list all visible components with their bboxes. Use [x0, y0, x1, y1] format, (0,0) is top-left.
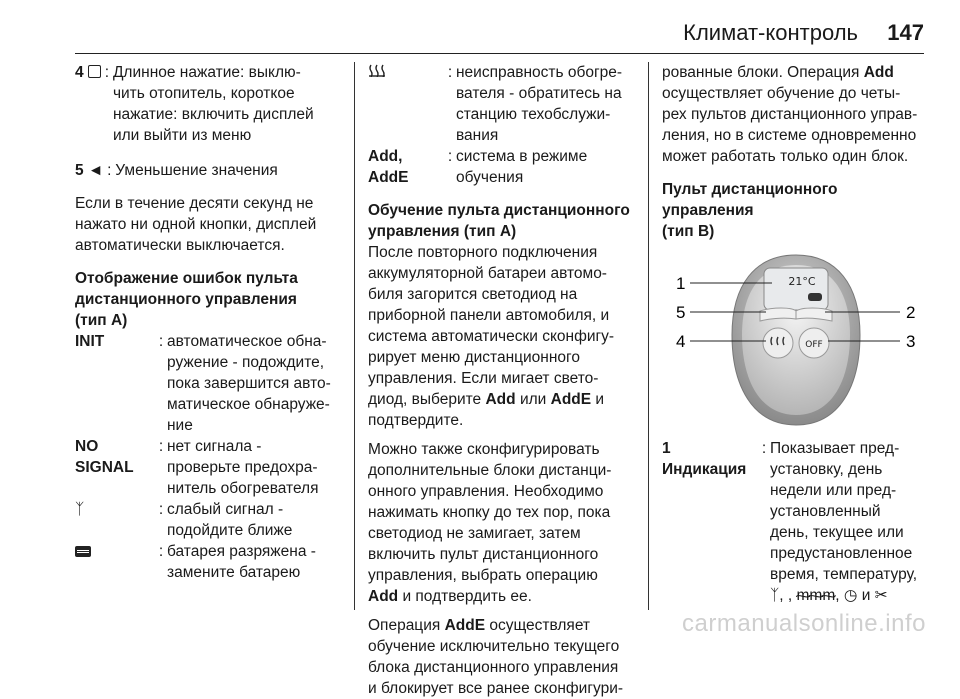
timeout-paragraph: Если в течение десяти секунд не нажато ни одной кнопки, дисплей автоматически выключается. [75, 195, 317, 254]
label-4: 4 [676, 332, 686, 351]
column-1 [75, 62, 345, 583]
label-3: 3 [906, 332, 916, 351]
continued-paragraph: рованные блоки. Операция Add осуществляет обучение до четы- рех пультов дистанционного управ- ления, но в системе одновременно может работать только один блок. [662, 64, 918, 165]
label-5: 5 [676, 303, 686, 322]
learning-paragraph-3: Операция AddE осуществляет обучение исключительно текущего блока дистанционного управления и блокирует все ранее сконфигури- [368, 617, 624, 697]
page-header [0, 0, 960, 46]
chapter-title: Климат-контроль [683, 20, 858, 45]
def-add: Add, AddE : система в режиме обучения [368, 148, 588, 186]
left-arrow-icon: ◄ [87, 162, 104, 179]
heat-button [763, 328, 793, 358]
item-4-term: 4 [75, 62, 101, 146]
battery-icon [75, 546, 91, 557]
heater-icon [368, 63, 386, 77]
item-4-desc: Длинное нажатие: выклю- чить отопитель, короткое нажатие: включить дисплей или выйти из меню [112, 64, 314, 144]
antenna-icon: ᛉ [75, 501, 85, 518]
def-init: INIT : автоматическое обна- ружение - подождите, пока завершится авто- матическое обнаруже- ние [75, 333, 331, 434]
display-temp: 21°C [788, 275, 816, 288]
error-display-heading: Отображение ошибок пульта дистанционного управления (тип А) [75, 270, 298, 329]
label-2: 2 [906, 303, 916, 322]
watermark: carmanualsonline.info [682, 610, 926, 637]
learning-heading: Обучение пульта дистанционного управления (тип А) [368, 202, 630, 240]
column-3 [662, 62, 930, 242]
item-5-term: 5 ◄ [75, 162, 104, 179]
page-number: 147 [887, 20, 924, 45]
label-1: 1 [676, 274, 686, 293]
square-button-icon [88, 65, 101, 78]
type-b-heading: Пульт дистанционного управления (тип В) [662, 181, 838, 240]
def-weak-signal: ᛉ : слабый сигнал - подойдите ближе [75, 501, 293, 539]
column-divider-2 [648, 62, 649, 610]
display-indicator [808, 293, 822, 301]
def-battery: : батарея разряжена - замените батарею [75, 541, 345, 583]
header-divider [75, 53, 924, 54]
learning-paragraph-2: Можно также сконфигурировать дополнительные блоки дистанци- онного управления. Необходимо нажимать кнопку до тех пор, пока светодиод не замигает, затем включить пульт дистанционного управления, выбрать операцию Add и подтвердить ее. [368, 441, 612, 605]
column-2 [368, 62, 638, 699]
item-5-definition: 5 ◄ : Уменьшение значения [75, 162, 278, 179]
def-indication: 1 Индикация : Показывает пред- установку, день недели или пред- установленный день, текущее или предустановленное время, температуру, ᛉ, , ᵯᵯᵯ, ◷ и ✂ [662, 440, 918, 604]
def-no-signal: NO SIGNAL : нет сигнала - проверьте предохра- нитель обогревателя [75, 438, 319, 497]
off-label: OFF [805, 340, 823, 350]
item-4-definition: 4 : Длинное нажатие: выклю- чить отопитель, короткое нажатие: включить дисплей или выйти из меню [75, 62, 345, 146]
learning-paragraph-1: После повторного подключения аккумуляторной батареи автомо- биля загорится светодиод на приборной панели автомобиля, и система автоматически сконфигу- рирует меню дистанционного управления. Если мигает свето- диод, выберите Add или AddE и подтвердите. [368, 244, 615, 429]
column-divider-1 [354, 62, 355, 610]
remote-control-figure [662, 225, 930, 430]
indication-definition-block [662, 438, 930, 606]
indicator-icons-line: ᛉ, , ᵯᵯᵯ, ◷ и ✂ [770, 587, 888, 604]
def-heater-fault: : неисправность обогре- вателя - обратитесь на станцию техобслужи- вания [368, 62, 638, 146]
